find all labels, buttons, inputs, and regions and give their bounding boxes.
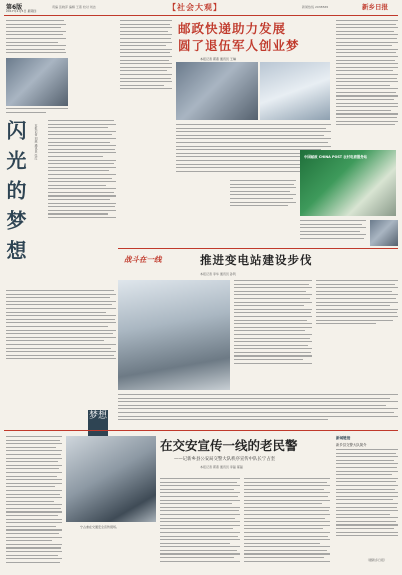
mid-story-banner bbox=[118, 248, 398, 271]
bottom-story-text-a bbox=[160, 478, 240, 564]
bottom-story-text-b bbox=[244, 478, 330, 564]
section-tag-label: 社会大观 bbox=[177, 3, 213, 12]
mid-story-text-a bbox=[234, 280, 312, 366]
left-column-text bbox=[6, 20, 66, 56]
edition-info: 责编 张晓萍 编辑 王燕 校对 刘洁 bbox=[52, 5, 96, 9]
mid-story-title: 推进变电站建设步伐 bbox=[200, 253, 313, 267]
news-link-footer: （据新乡日报） bbox=[366, 558, 388, 562]
top-story-headline bbox=[176, 16, 331, 54]
top-story-byline: 本报记者 郭燕 通讯员 王琳 bbox=[200, 57, 236, 61]
top-story-photo-right bbox=[260, 62, 330, 120]
mid-story-text-c bbox=[118, 394, 398, 423]
mid-story-byline: 本报记者 李华 通讯员 孙利 bbox=[200, 272, 236, 276]
top-story-title-line1: 邮政快递助力发展 bbox=[178, 21, 287, 36]
bottom-story-subtitle: ——记新乡县公安局交警大队秩序宣传中队长宁占奎 bbox=[174, 457, 275, 462]
news-link-box bbox=[336, 436, 398, 566]
section-tag: 【社会大观】 bbox=[168, 3, 222, 12]
left-long-text bbox=[6, 290, 116, 362]
left-top-photo bbox=[6, 58, 68, 106]
hotline: 新闻热线 2038565 bbox=[302, 5, 329, 9]
substation-photo bbox=[118, 280, 230, 390]
right-small-photo bbox=[370, 220, 398, 246]
masthead-date: 2017年1月5日 星期四 bbox=[6, 9, 37, 13]
feature-text bbox=[48, 120, 116, 221]
feature-title-block bbox=[3, 118, 46, 288]
feature-byline: 本报记者 刘燕 通讯员 张红 bbox=[34, 124, 38, 160]
dream-badge bbox=[88, 410, 108, 436]
mid-story-kicker: 战斗在一线 bbox=[124, 255, 162, 264]
news-link-subheading: 新乡县交警大队简介 bbox=[336, 443, 367, 447]
mid-story-text-b bbox=[316, 280, 398, 327]
top-story-right-lower bbox=[300, 220, 366, 242]
top-story-title-line2: 圆了退伍军人创业梦 bbox=[178, 38, 300, 53]
bottom-story-byline: 本报记者 郭燕 通讯员 李磊 郝磊 bbox=[200, 465, 243, 469]
china-post-side-text bbox=[230, 180, 296, 209]
page-number: 第6版 bbox=[6, 4, 23, 11]
police-photo bbox=[66, 436, 156, 522]
left-photo-caption bbox=[6, 108, 68, 115]
top-story-right-column bbox=[336, 20, 398, 128]
paper-name: 新乡日报 bbox=[362, 3, 388, 11]
top-story-photo-left bbox=[176, 62, 258, 120]
bottom-story-headline bbox=[160, 434, 330, 474]
police-photo-caption: 宁占奎在交通安全宣传现场。 bbox=[80, 525, 120, 529]
top-story-left-column bbox=[120, 20, 172, 92]
china-post-sign-text: 中国邮政 CHINA POST 农村电商服务站 bbox=[304, 155, 368, 159]
china-post-photo bbox=[300, 150, 396, 216]
masthead bbox=[0, 0, 402, 16]
bottom-left-column bbox=[6, 436, 62, 565]
feature-vertical-title: 闪光的梦想 bbox=[3, 120, 27, 270]
news-link-heading: 新闻链接 bbox=[336, 436, 351, 440]
bottom-story-title: 在交安宣传一线的老民警 bbox=[160, 438, 298, 453]
bottom-story-rule bbox=[4, 430, 398, 431]
dream-badge-label: 梦想 bbox=[88, 411, 107, 421]
news-link-text bbox=[336, 449, 398, 539]
